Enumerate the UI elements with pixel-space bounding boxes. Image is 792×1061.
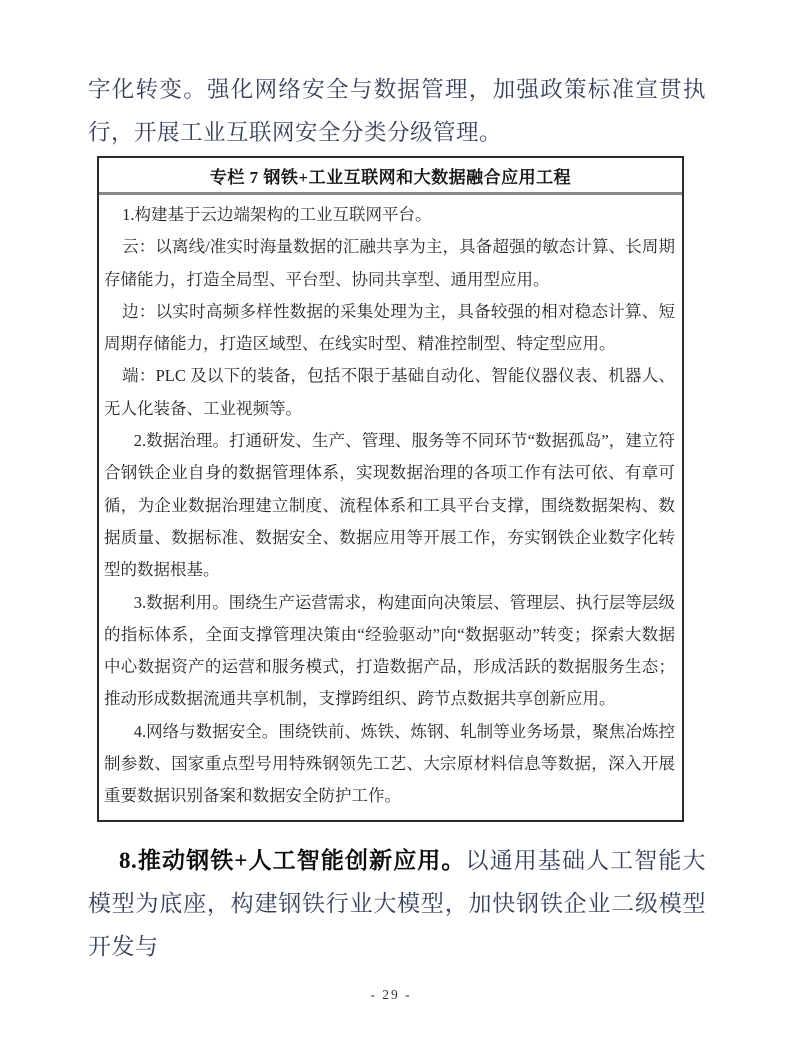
closing-paragraph — [88, 839, 706, 968]
box-paragraph-data-utilization: 3.数据利用。围绕生产运营需求，构建面向决策层、管理层、执行层等层级的指标体系，全面支撑管理决策由“经验驱动”向“数据驱动”转变；探索大数据中心数据资产的运营和服务模式，打造数据产品，形成活跃的数据服务生态；推动形成数据流通共享机制，支撑跨组织、跨节点数据共享创新应用。 — [104, 592, 675, 709]
intro-paragraph: 字化转变。强化网络安全与数据管理，加强政策标准宣贯执行，开展工业互联网安全分类分级管理。 — [88, 77, 706, 145]
closing-paragraph-lead: 8.推动钢铁+人工智能创新应用。 — [119, 847, 466, 873]
box-paragraph-terminal: 端：PLC 及以下的装备，包括不限于基础自动化、智能仪器仪表、机器人、无人化装备、工业视频等。 — [104, 366, 675, 418]
feature-box-title: 专栏 7 钢铁+工业互联网和大数据融合应用工程 — [99, 158, 682, 195]
box-paragraph-network-data-security: 4.网络与数据安全。围绕铁前、炼铁、炼钢、轧制等业务场景，聚焦冶炼控制参数、国家重点型号用特殊钢领先工艺、大宗原材料信息等数据，深入开展重要数据识别备案和数据安全防护工作。 — [104, 721, 675, 806]
closing-paragraph-body: 以通用基础人工智能大模型为底座，构建钢铁行业大模型，加快钢铁企业二级模型开发与 — [88, 847, 707, 959]
feature-box — [97, 156, 684, 822]
box-paragraph-data-governance: 2.数据治理。打通研发、生产、管理、服务等不同环节“数据孤岛”，建立符合钢铁企业自身的数据管理体系，实现数据治理的各项工作有法可依、有章可循，为企业数据治理建立制度、流程体系和工具平台支撑，围绕数据架构、数据质量、数据标准、数据安全、数据应用等开展工作，夯实钢铁企业数字化转型的数据根基。 — [104, 431, 675, 580]
box-paragraph-edge: 边：以实时高频多样性数据的采集处理为主，具备较强的相对稳态计算、短周期存储能力，打造区域型、在线实时型、精准控制型、特定型应用。 — [104, 301, 675, 354]
page-number: - 29 - — [370, 987, 412, 1002]
feature-box-content — [99, 195, 682, 820]
box-paragraph-cloud: 云：以离线/准实时海量数据的汇融共享为主，具备超强的敏态计算、长周期存储能力，打造全局型、平台型、协同共享型、通用型应用。 — [104, 237, 675, 289]
box-paragraph-platform: 1.构建基于云边端架构的工业互联网平台。 — [122, 205, 432, 224]
